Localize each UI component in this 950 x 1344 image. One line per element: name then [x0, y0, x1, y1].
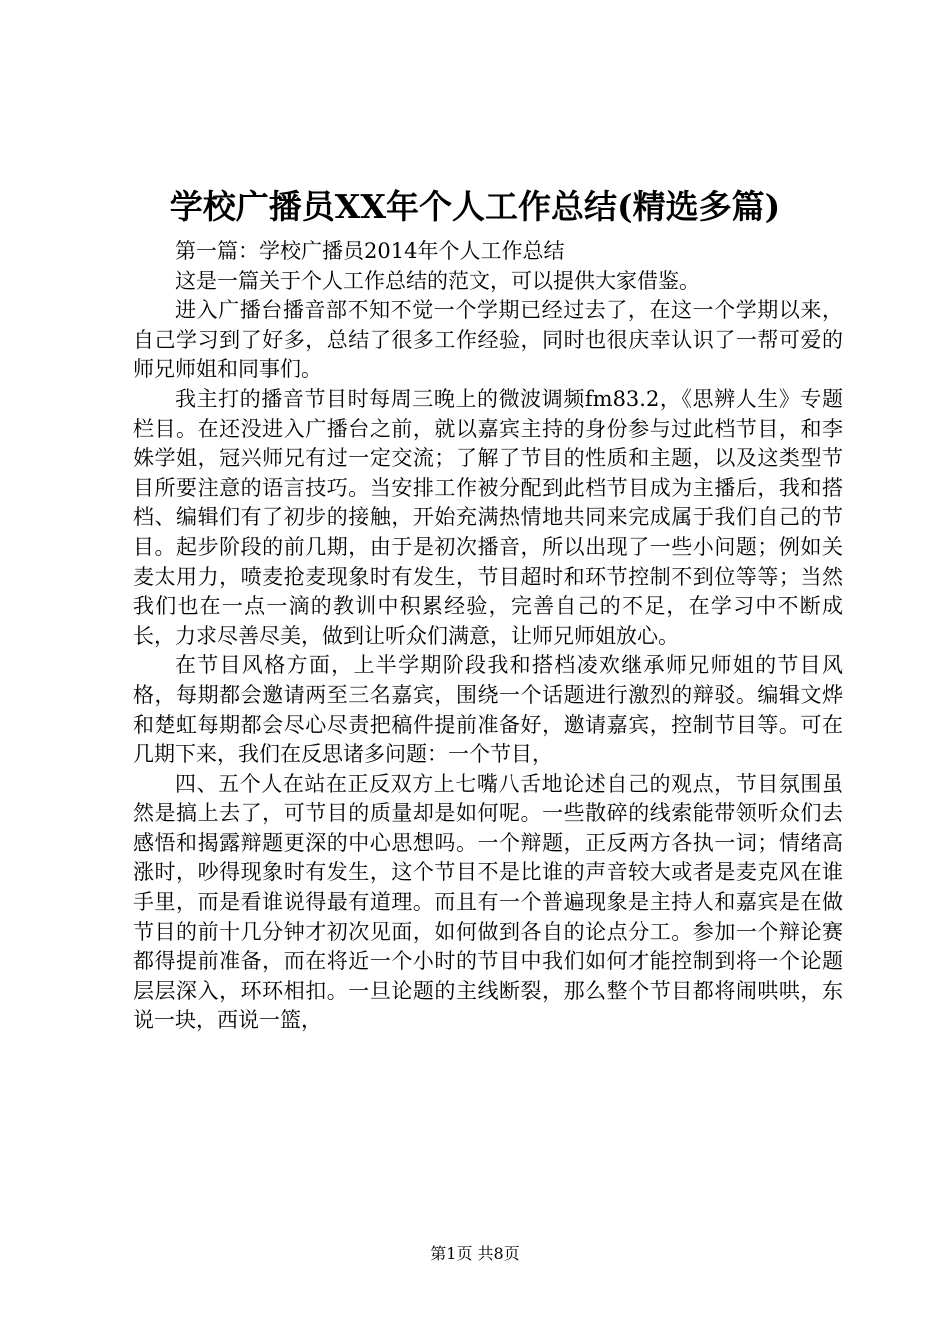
paragraph: 四、五个人在站在正反双方上七嘴八舌地论述自己的观点，节目氛围虽然是搞上去了，可节目的质量却是如何呢。一些散碎的线索能带领听众们去感悟和揭露辩题更深的中心思想吗。一个辩题，正反两方各执一词；情绪高涨时，吵得现象时有发生，这个节目不是比谁的声音较大或者是麦克风在谁手里，而是看谁说得最有道理。而且有一个普遍现象是主持人和嘉宾是在做节目的前十几分钟才初次见面，如何做到各自的论点分工。参加一个辩论赛都得提前准备，而在将近一个小时的节目中我们如何才能控制到将一个论题层层深入，环环相扣。一旦论题的主线断裂，那么整个节目都将闹哄哄，东说一块，西说一篮， [133, 771, 843, 1033]
paragraph: 我主打的播音节目时每周三晚上的微波调频fm83.2，《思辨人生》专题栏目。在还没进入广播台之前，就以嘉宾主持的身份参与过此档节目，和李姝学姐，冠兴师兄有过一定交流；了解了节目的性质和主题，以及这类型节目所要注意的语言技巧。当安排工作被分配到此档节目成为主播后，我和搭档、编辑们有了初步的接触，开始充满热情地共同来完成属于我们自己的节目。起步阶段的前几期，由于是初次播音，所以出现了一些小问题；例如关麦太用力，喷麦抢麦现象时有发生，节目超时和环节控制不到位等等；当然我们也在一点一滴的教训中积累经验，完善自己的不足，在学习中不断成长，力求尽善尽美，做到让听众们满意，让师兄师姐放心。 [133, 386, 843, 648]
paragraph: 进入广播台播音部不知不觉一个学期已经过去了，在这一个学期以来，自己学习到了好多，总结了很多工作经验，同时也很庆幸认识了一帮可爱的师兄师姐和同事们。 [133, 298, 843, 382]
document-body [133, 237, 843, 1036]
document-title: 学校广播员XX年个人工作总结(精选多篇) [169, 187, 781, 226]
paragraph: 这是一篇关于个人工作总结的范文，可以提供大家借鉴。 [175, 268, 700, 293]
paragraph: 在节目风格方面，上半学期阶段我和搭档凌欢继承师兄师姐的节目风格，每期都会邀请两至三名嘉宾，围绕一个话题进行激烈的辩驳。编辑文烨和楚虹每期都会尽心尽责把稿件提前准备好，邀请嘉宾，控制节目等。可在几期下来，我们在反思诸多问题：一个节目， [133, 653, 843, 767]
section-heading: 第一篇：学校广播员2014年个人工作总结 [175, 239, 565, 263]
page-footer: 第1页 共8页 [430, 1244, 520, 1263]
